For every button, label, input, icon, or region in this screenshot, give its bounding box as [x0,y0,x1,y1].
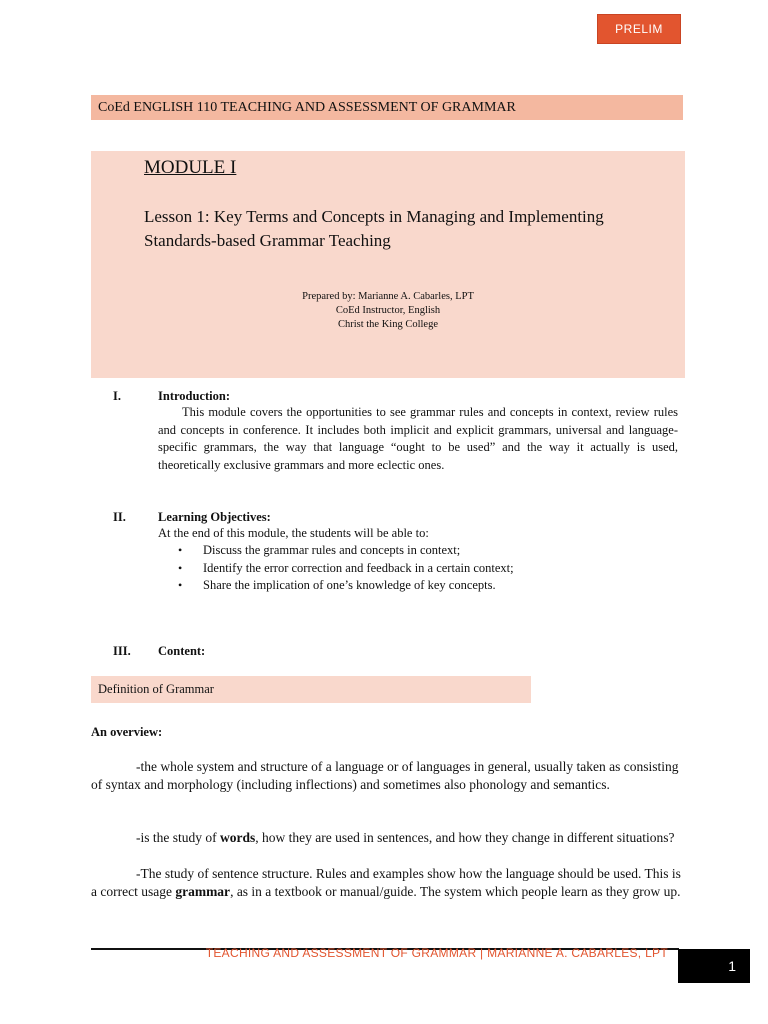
lesson-title: Lesson 1: Key Terms and Concepts in Managing and Implementing Standards-based Grammar Teaching [144,207,604,250]
bullet-icon: • [178,543,183,557]
intro-paragraph: This module covers the opportunities to see grammar rules and concepts in context, review rules and concepts in conference. It includes both implicit and explicit grammars, universal and language-specific grammars, the way that language “ought to be used” and the way it actually is used, theoretically exclusive grammars and more eclectic ones. [158,405,678,472]
definition-paragraph-3: -The study of sentence structure. Rules and examples show how the language should be used. This is a correct usage grammar, as in a textbook or manual/guide. The system which people learn as they grow up. [91,866,681,899]
page-number: 1 [678,949,750,983]
footer-text: TEACHING AND ASSESSMENT OF GRAMMAR | MARIANNE A. CABARLES, LPT [205,946,668,960]
overview-label: An overview: [91,725,163,739]
instructor-role: CoEd Instructor, English [335,305,441,316]
module-header-box [91,151,685,378]
prelim-badge: PRELIM [597,14,681,44]
institution: Christ the King College [337,319,439,330]
list-item: • Discuss the grammar rules and concepts in context; [158,542,514,560]
bold-term-words: words [220,830,256,845]
list-item: • Share the implication of one’s knowledge of key concepts. [158,577,514,595]
section-title-objectives: Learning Objectives: [158,510,271,524]
definition-paragraph-2: -is the study of words, how they are used in sentences, and how they change in different situations? [136,830,675,845]
definition-heading: Definition of Grammar [91,676,531,703]
section-number-content: III. [113,644,131,658]
prepared-by: Prepared by: Marianne A. Cabarles, LPT [302,291,474,302]
list-item: • Identify the error correction and feedback in a certain context; [158,560,514,578]
section-number-intro: I. [113,389,121,403]
bold-term-grammar: grammar [175,884,231,899]
bullet-icon: • [178,560,183,575]
section-title-content: Content: [158,644,206,658]
module-title: MODULE I [144,157,237,178]
bullet-icon: • [178,578,183,592]
section-number-objectives: II. [113,510,126,524]
objectives-list [158,542,514,595]
prepared-by-block [91,290,685,332]
definition-paragraph-1: -the whole system and structure of a language or of languages in general, usually taken as consisting of syntax and morphology (including inflections) and sometimes also phonology and semantics. [91,759,679,792]
objectives-lead: At the end of this module, the students will be able to: [158,526,429,540]
section-title-intro: Introduction: [158,389,231,403]
course-title-bar: CoEd ENGLISH 110 TEACHING AND ASSESSMENT OF GRAMMAR [91,95,683,120]
